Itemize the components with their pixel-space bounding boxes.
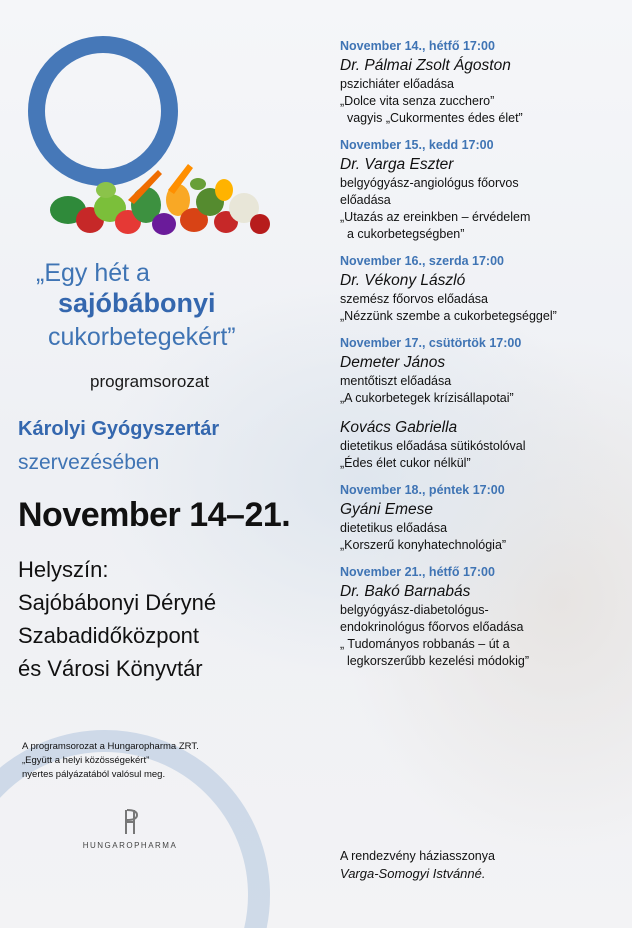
title-line-1: „Egy hét a bbox=[36, 259, 150, 287]
speaker-name: Dr. Varga Eszter bbox=[340, 156, 454, 173]
event-description-line: „Édes élet cukor nélkül” bbox=[340, 456, 471, 470]
title-line-3: cukorbetegekért” bbox=[48, 323, 236, 351]
event-description-line: „Dolce vita senza zucchero” bbox=[340, 94, 495, 108]
schedule-event bbox=[340, 564, 625, 670]
event-description-line: pszichiáter előadása bbox=[340, 77, 454, 91]
event-description-line: előadása bbox=[340, 193, 391, 207]
event-date: November 16., szerda 17:00 bbox=[340, 254, 504, 268]
location-line: Helyszín: bbox=[18, 557, 109, 582]
location-line: és Városi Könyvtár bbox=[18, 656, 203, 681]
event-description-line: a cukorbetegségben” bbox=[340, 227, 465, 241]
event-dates: November 14–21. bbox=[18, 496, 291, 534]
speaker-name: Dr. Vékony László bbox=[340, 272, 466, 289]
location-line: Sajóbábonyi Déryné bbox=[18, 590, 217, 615]
event-description-line: dietetikus előadása bbox=[340, 521, 448, 535]
schedule-event bbox=[340, 482, 625, 554]
schedule-event bbox=[340, 417, 625, 472]
organizer-name: Károlyi Gyógyszertár bbox=[18, 418, 220, 440]
event-date: November 18., péntek 17:00 bbox=[340, 483, 505, 497]
event-description-line: belgyógyász-diabetológus- bbox=[340, 603, 489, 617]
speaker-name: Demeter János bbox=[340, 354, 446, 371]
schedule-event bbox=[340, 335, 625, 407]
location bbox=[18, 553, 216, 685]
event-description-line: mentőtiszt előadása bbox=[340, 374, 452, 388]
funding-note-line: „Együtt a helyi közösségekért” bbox=[22, 755, 150, 766]
hungaropharma-logo bbox=[80, 808, 180, 850]
vegetables-illustration bbox=[48, 160, 270, 242]
event-description-line: dietetikus előadása sütikóstolóval bbox=[340, 439, 526, 453]
event-date: November 14., hétfő 17:00 bbox=[340, 39, 495, 53]
speaker-name: Dr. Pálmai Zsolt Ágoston bbox=[340, 57, 511, 74]
event-description-line: „Nézzünk szembe a cukorbetegséggel” bbox=[340, 309, 557, 323]
schedule-event bbox=[340, 137, 625, 243]
event-description-line: vagyis „Cukormentes édes élet” bbox=[340, 111, 523, 125]
logo-mark-icon bbox=[119, 808, 141, 836]
speaker-name: Gyáni Emese bbox=[340, 501, 434, 518]
funding-note bbox=[22, 740, 199, 782]
location-line: Szabadidőközpont bbox=[18, 623, 200, 648]
event-description-line: endokrinológus főorvos előadása bbox=[340, 620, 524, 634]
organizer-suffix: szervezésében bbox=[18, 451, 160, 474]
event-description-line: legkorszerűbb kezelési módokig” bbox=[340, 654, 529, 668]
event-description-line: „ Tudományos robbanás – út a bbox=[340, 637, 510, 651]
event-date: November 17., csütörtök 17:00 bbox=[340, 336, 522, 350]
host-label: A rendezvény háziasszonya bbox=[340, 849, 495, 863]
logo-text: HUNGAROPHARMA bbox=[82, 841, 178, 850]
event-description-line: belgyógyász-angiológus főorvos bbox=[340, 176, 519, 190]
event-description-line: szemész főorvos előadása bbox=[340, 292, 488, 306]
speaker-name: Kovács Gabriella bbox=[340, 419, 458, 436]
schedule-event bbox=[340, 253, 625, 325]
speaker-name: Dr. Bakó Barnabás bbox=[340, 583, 471, 600]
funding-note-line: A programsorozat a Hungaropharma ZRT. bbox=[22, 741, 199, 752]
event-description-line: „Utazás az ereinkben – érvédelem bbox=[340, 210, 531, 224]
schedule bbox=[340, 38, 625, 680]
host-name: Varga-Somogyi Istvánné. bbox=[340, 866, 486, 881]
event-date: November 15., kedd 17:00 bbox=[340, 138, 494, 152]
title-line-2: sajóbábonyi bbox=[58, 288, 216, 318]
event-description-line: „Korszerű konyhatechnológia” bbox=[340, 538, 507, 552]
funding-note-line: nyertes pályázatából valósul meg. bbox=[22, 769, 166, 780]
event-description-line: „A cukorbetegek krízisállapotai” bbox=[340, 391, 514, 405]
subtitle: programsorozat bbox=[90, 372, 210, 391]
schedule-event bbox=[340, 38, 625, 127]
event-date: November 21., hétfő 17:00 bbox=[340, 565, 495, 579]
host bbox=[340, 848, 495, 882]
